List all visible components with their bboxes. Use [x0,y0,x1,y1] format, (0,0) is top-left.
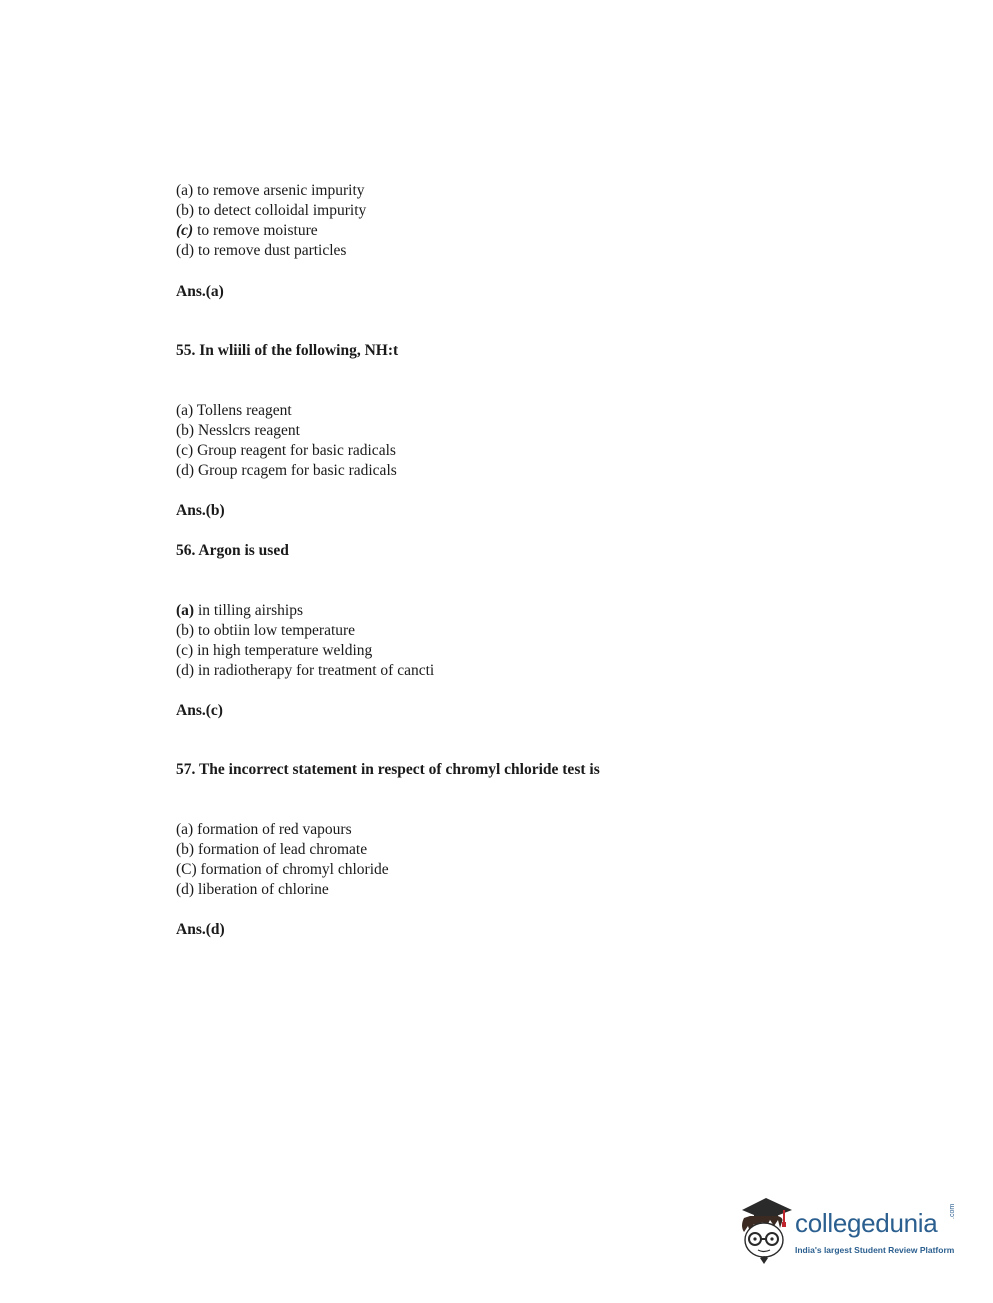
q57-option-d: (d) liberation of chlorine [176,881,329,898]
q56-option-d: (d) in radiotherapy for treatment of cancti [176,662,435,679]
q55-option-d: (d) Group rcagem for basic radicals [176,462,397,479]
logo-domain-suffix: .com [949,1203,956,1219]
q56-option-c: (c) in high temperature welding [176,642,373,659]
q55-option-a: (a) Tollens reagent [176,402,292,419]
q54-option-d: (d) to remove dust particles [176,242,347,259]
q56-answer: Ans.(c) [176,702,223,719]
q57-option-b: (b) formation of lead chromate [176,841,368,858]
q57-question: 57. The incorrect statement in respect of chromyl chloride test is [176,761,600,778]
q57-option-c: (C) formation of chromyl chloride [176,861,389,878]
q55-answer: Ans.(b) [176,502,225,519]
q57-option-a: (a) formation of red vapours [176,821,352,838]
logo-tagline: India's largest Student Review Platform [795,1245,955,1255]
q57-answer: Ans.(d) [176,921,225,938]
q56-option-a-label: (a) [176,602,195,619]
q56-question: 56. Argon is used [176,542,289,559]
collegedunia-logo [736,1196,966,1268]
q54-option-c-label: (c) [176,222,194,239]
logo-wordmark: collegedunia [795,1208,938,1238]
q55-option-c: (c) Group reagent for basic radicals [176,442,396,459]
q56-option-b: (b) to obtiin low temperature [176,622,356,639]
q54-option-c-text: to remove moisture [193,222,318,239]
q55-option-b: (b) Nesslcrs reagent [176,422,300,439]
q54-option-b: (b) to detect colloidal impurity [176,202,367,219]
q55-question: 55. In wliili of the following, NH:t [176,342,399,359]
q54-option-c [176,221,318,241]
q56-option-a-text: in tilling airships [194,602,304,619]
q54-option-a: (a) to remove arsenic impurity [176,182,365,199]
student-mascot-icon [736,1196,794,1266]
q54-answer: Ans.(a) [176,283,224,300]
q56-option-a [176,601,303,621]
